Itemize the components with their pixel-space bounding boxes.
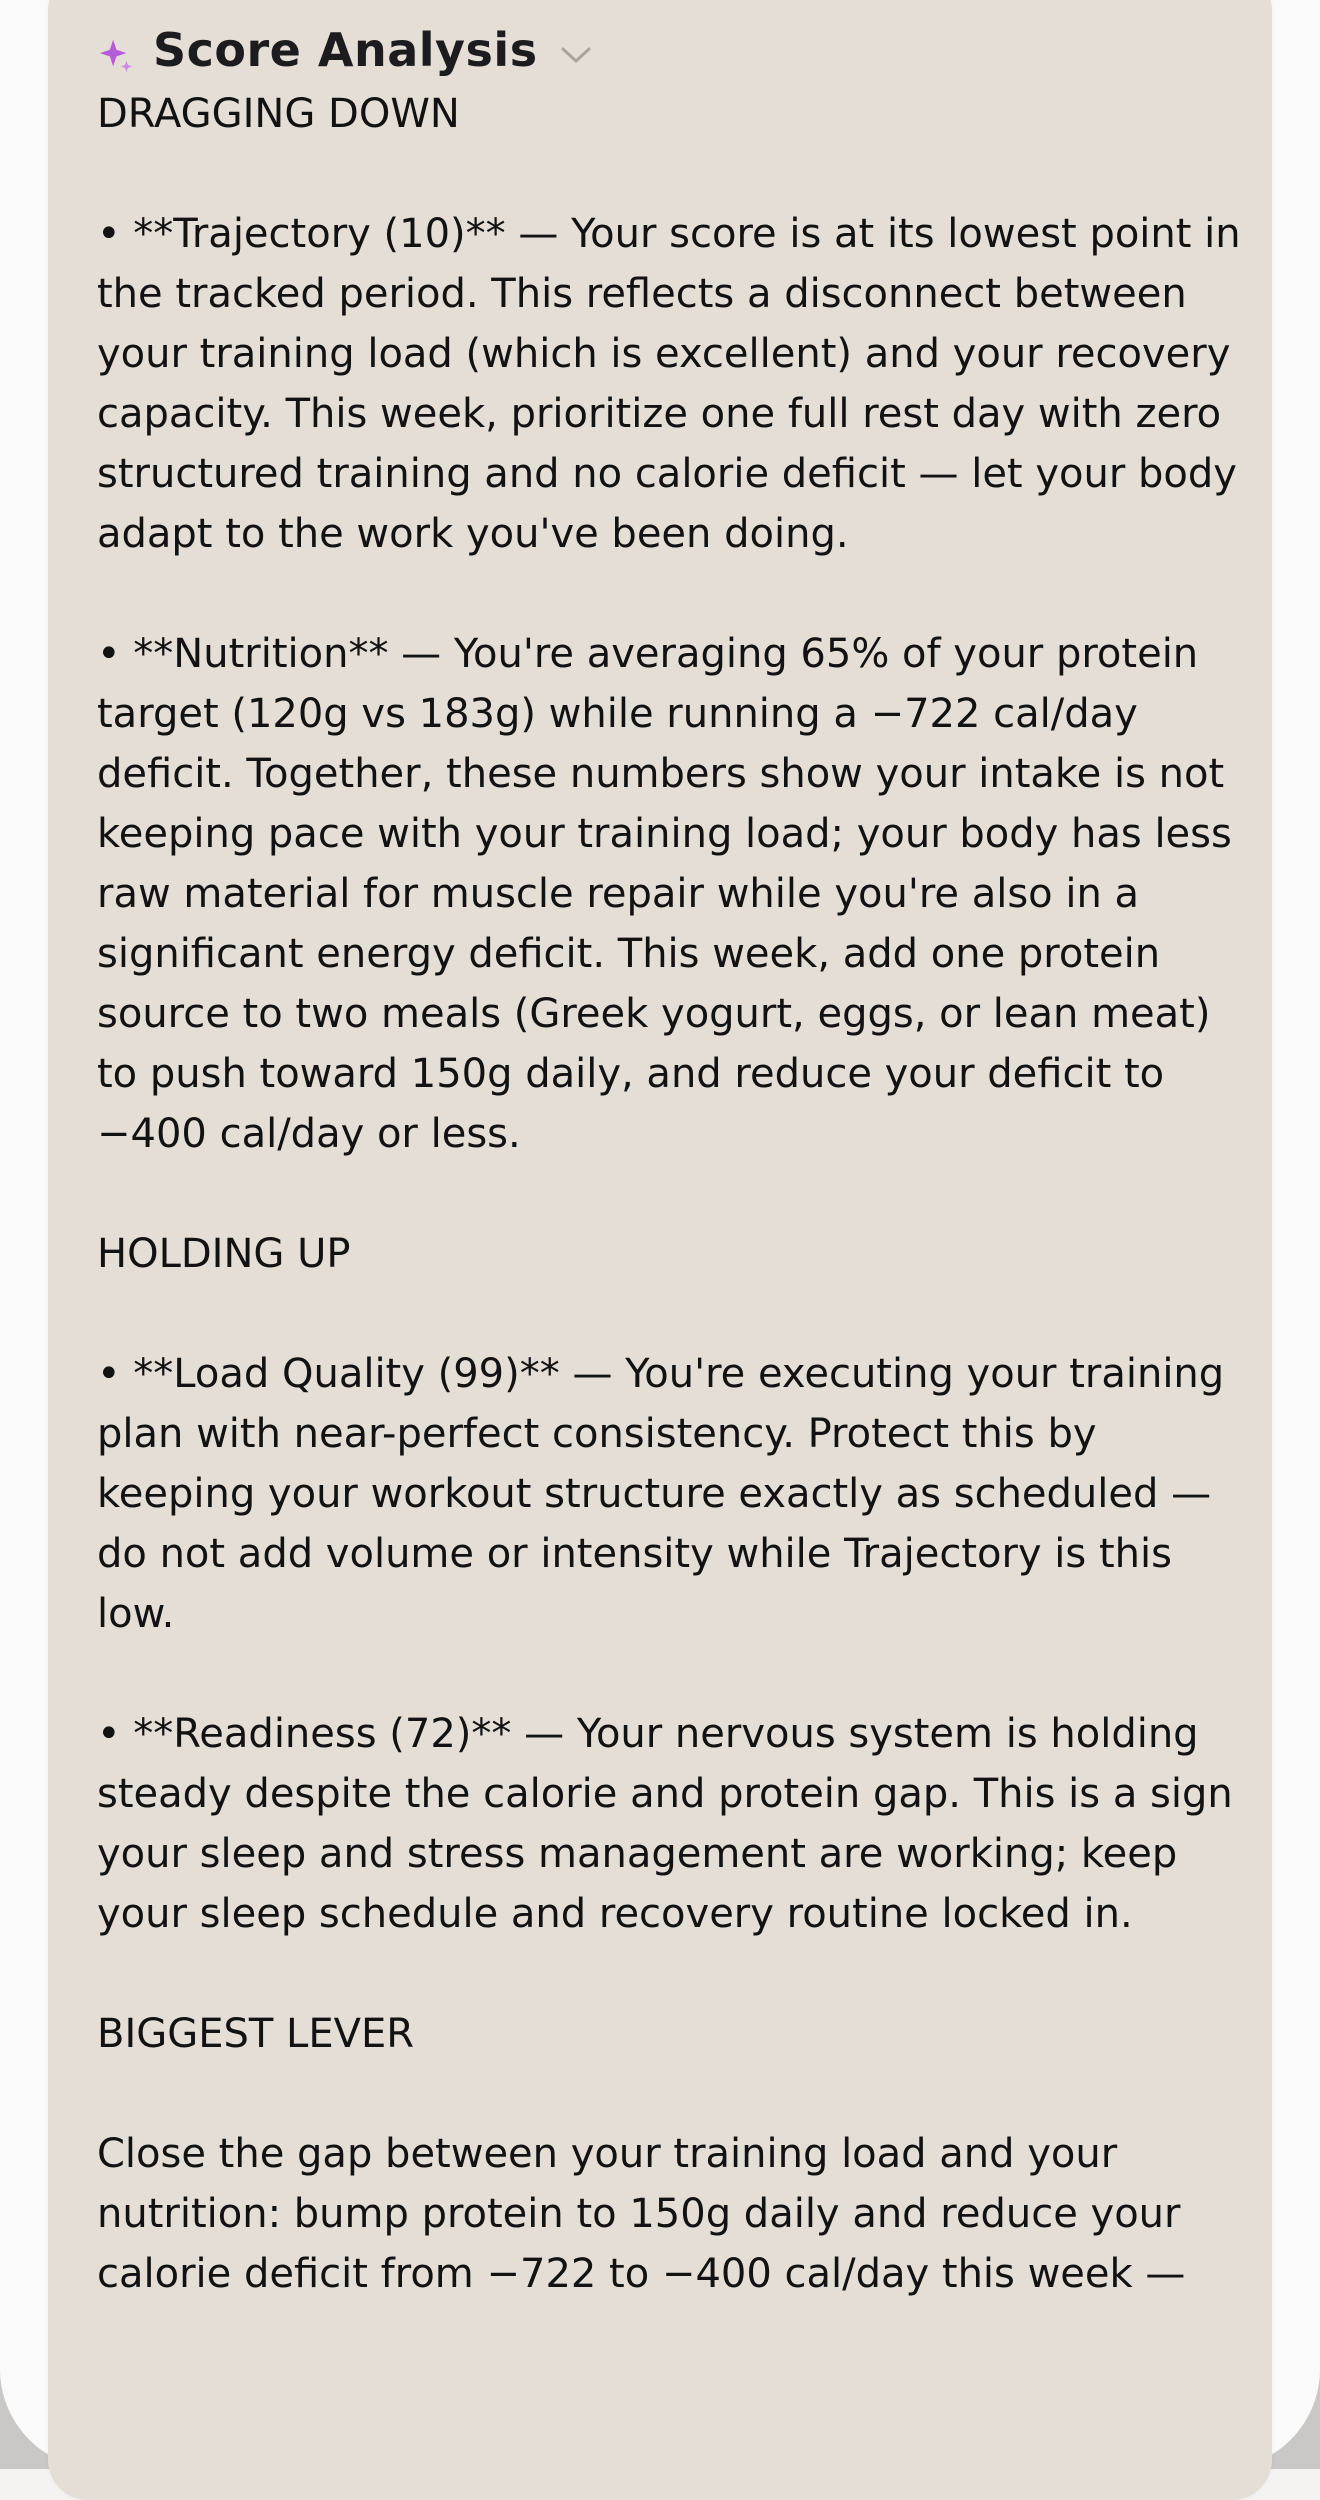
- readiness-item: • **Readiness (72)** — Your nervous system is holding steady despite the calorie and protein gap. This is a sign your sleep and stress management are working; keep your sleep schedule and recovery routine locked in.: [97, 1711, 1233, 1937]
- score-analysis-card: [48, 0, 1272, 2500]
- nutrition-item: • **Nutrition** — You're averaging 65% of your protein target (120g vs 183g) while running a −722 cal/day deficit. Together, these numbers show your intake is not keeping pace with your training load; your body has less raw material for muscle repair while you're also in a significant energy deficit. This week, add one protein source to two meals (Greek yogurt, eggs, or lean meat) to push toward 150g daily, and reduce your deficit to −400 cal/day or less.: [97, 631, 1232, 1157]
- trajectory-item: • **Trajectory (10)** — Your score is at its lowest point in the tracked period. This reflects a disconnect between your training load (which is excellent) and your recovery capacity. This week, prioritize one full rest day with zero structured training and no calorie deficit — let your body adapt to the work you've been doing.: [97, 211, 1241, 557]
- chevron-down-icon[interactable]: [560, 45, 592, 65]
- biggest-lever-text: Close the gap between your training load and your nutrition: bump protein to 150g daily and reduce your calorie deficit from −722 to −400 cal/day this week —: [97, 2131, 1186, 2297]
- card-header[interactable]: [97, 25, 592, 75]
- analysis-text: [97, 84, 1247, 2304]
- card-title: Score Analysis: [153, 23, 538, 77]
- sparkle-icon: [97, 36, 135, 74]
- biggest-lever-heading: BIGGEST LEVER: [97, 2011, 415, 2057]
- load-quality-item: • **Load Quality (99)** — You're executing your training plan with near-perfect consistency. Protect this by keeping your workout structure exactly as scheduled — do not add volume or intensity while Trajectory is this low.: [97, 1351, 1225, 1637]
- holding-up-heading: HOLDING UP: [97, 1231, 351, 1277]
- dragging-down-heading: DRAGGING DOWN: [97, 91, 460, 137]
